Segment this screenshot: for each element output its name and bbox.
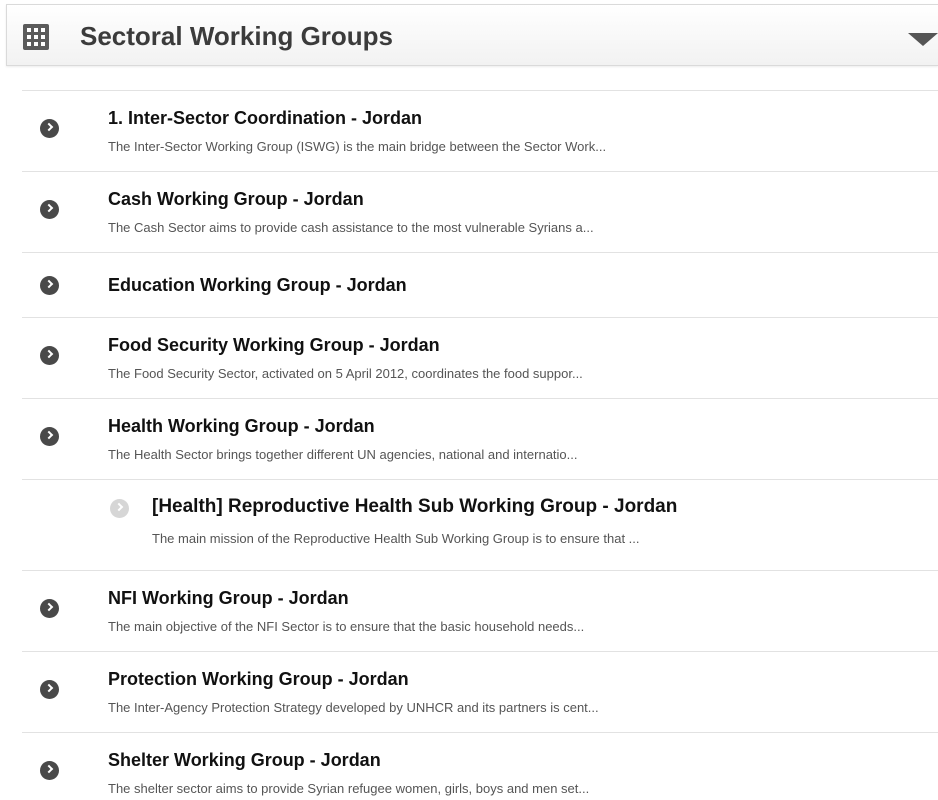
list-item-description: The shelter sector aims to provide Syrian refugee women, girls, boys and men set... <box>108 781 590 796</box>
list-item-description: The Health Sector brings together different UN agencies, national and internatio... <box>108 447 578 462</box>
list-item-title-link[interactable]: 1. Inter-Sector Coordination - Jordan <box>108 108 423 128</box>
list-item-title-link[interactable]: Shelter Working Group - Jordan <box>108 750 381 770</box>
list-item-title-link[interactable]: Protection Working Group - Jordan <box>108 669 409 689</box>
chevron-right-icon <box>40 680 59 699</box>
list-item[interactable] <box>22 733 938 800</box>
widget-title: Sectoral Working Groups <box>80 21 394 51</box>
list-item[interactable] <box>22 652 938 733</box>
list-item-title-link[interactable]: [Health] Reproductive Health Sub Working Group - Jordan <box>152 496 678 517</box>
list-item[interactable] <box>22 318 938 399</box>
chevron-right-icon <box>40 346 59 365</box>
chevron-right-icon <box>110 499 129 518</box>
list-item[interactable] <box>22 172 938 253</box>
list-item-description: The Inter-Sector Working Group (ISWG) is the main bridge between the Sector Work... <box>108 139 607 154</box>
list-item-title-link[interactable]: Cash Working Group - Jordan <box>108 189 364 209</box>
chevron-right-icon <box>40 761 59 780</box>
list-item-title-link[interactable]: Health Working Group - Jordan <box>108 416 375 436</box>
list-item-title-link[interactable]: Food Security Working Group - Jordan <box>108 335 440 355</box>
list-item-description: The main objective of the NFI Sector is to ensure that the basic household needs... <box>108 619 585 634</box>
chevron-right-icon <box>40 276 59 295</box>
triangle-down-icon[interactable] <box>908 33 938 46</box>
list-item-description: The Cash Sector aims to provide cash assistance to the most vulnerable Syrians a... <box>108 220 594 235</box>
working-group-list <box>22 90 938 800</box>
list-item[interactable] <box>22 480 938 571</box>
chevron-right-icon <box>40 119 59 138</box>
grid-icon <box>23 24 49 50</box>
chevron-right-icon <box>40 200 59 219</box>
list-item-description: The Inter-Agency Protection Strategy developed by UNHCR and its partners is cent... <box>108 700 599 715</box>
list-item[interactable] <box>22 91 938 172</box>
list-item-title-link[interactable]: NFI Working Group - Jordan <box>108 588 349 608</box>
list-item[interactable] <box>22 399 938 480</box>
chevron-right-icon <box>40 599 59 618</box>
list-item[interactable] <box>22 253 938 318</box>
list-item-description: The main mission of the Reproductive Health Sub Working Group is to ensure that ... <box>152 531 640 546</box>
widget-header[interactable] <box>6 4 938 66</box>
list-item[interactable] <box>22 571 938 652</box>
list-item-title-link[interactable]: Education Working Group - Jordan <box>108 275 407 295</box>
chevron-right-icon <box>40 427 59 446</box>
list-item-description: The Food Security Sector, activated on 5 April 2012, coordinates the food suppor... <box>108 366 583 381</box>
